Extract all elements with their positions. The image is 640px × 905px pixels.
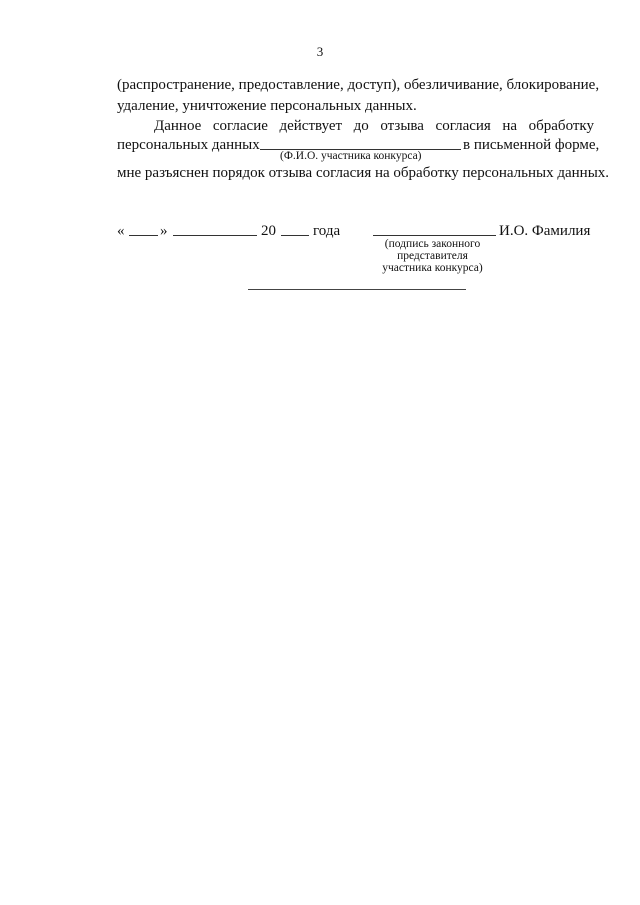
signature-blank-line [373, 222, 496, 236]
paragraph2-line2-end: в письменной форме, [463, 137, 600, 153]
fio-caption: (Ф.И.О. участника конкурса) [280, 150, 422, 162]
paragraph2-line1: Данное согласие действует до отзыва согласия на обработку [154, 118, 594, 134]
signature-caption-line1: (подпись законного [384, 238, 481, 250]
separator-rule [248, 289, 466, 290]
fio-blank-line [260, 136, 461, 150]
date-quote-close: » [160, 223, 168, 239]
date-quote-open: « [117, 223, 125, 239]
paragraph2-line3: мне разъяснен порядок отзыва согласия на обработку персональных данных. [117, 165, 610, 181]
month-blank-line [173, 222, 257, 236]
paragraph1-line1: (распространение, предоставление, доступ), обезличивание, блокирование, [117, 77, 600, 93]
signatory-name: И.О. Фамилия [499, 223, 591, 239]
signature-caption-line3: участника конкурса) [382, 262, 483, 274]
paragraph2-line2-start: персональных данных [117, 137, 260, 153]
page-number: 3 [316, 44, 324, 59]
day-blank-line [129, 222, 158, 236]
year-prefix: 20 [261, 223, 276, 239]
year-suffix: года [313, 223, 341, 239]
paragraph1-line2: удаление, уничтожение персональных данных. [117, 98, 417, 114]
year-blank-line [281, 222, 309, 236]
signature-caption-line2: представителя [397, 250, 468, 262]
